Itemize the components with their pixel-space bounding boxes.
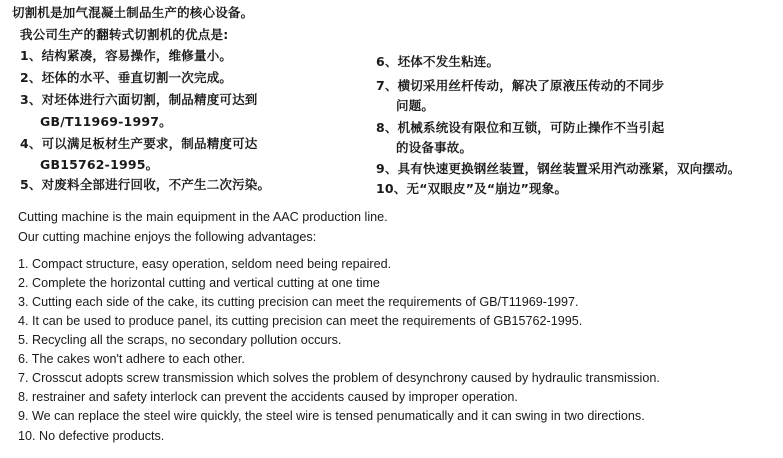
cn-right-item: 问题。 — [396, 98, 435, 113]
cn-right-item: 6、坯体不发生粘连。 — [376, 54, 500, 69]
en-item: 5. Recycling all the scraps, no secondary pollution occurs. — [18, 333, 342, 347]
cn-intro: 切割机是加气混凝土制品生产的核心设备。 — [12, 5, 254, 20]
cn-right-item: 的设备事故。 — [396, 140, 473, 155]
cn-left-item: 4、可以满足板材生产要求，制品精度可达 — [20, 136, 258, 151]
en-item: 6. The cakes won't adhere to each other. — [18, 352, 245, 366]
en-item: 10. No defective products. — [18, 429, 165, 443]
cn-left-item: GB15762-1995。 — [40, 157, 159, 172]
en-item: 3. Cutting each side of the cake, its cutting precision can meet the requirements of GB/T11969-1997. — [18, 295, 579, 309]
cn-left-item: 5、对废料全部进行回收，不产生二次污染。 — [20, 177, 271, 192]
cn-left-item: 1、结构紧凑，容易操作，维修量小。 — [20, 48, 233, 63]
cn-left-item: 3、对坯体进行六面切割，制品精度可达到 — [20, 92, 258, 107]
cn-right-item: 7、横切采用丝杆传动，解决了原液压传动的不同步 — [376, 78, 665, 93]
cn-lead: 我公司生产的翻转式切割机的优点是: — [20, 27, 229, 42]
en-item: 8. restrainer and safety interlock can prevent the accidents caused by improper operation. — [18, 390, 518, 404]
cn-left-item: GB/T11969-1997。 — [40, 114, 172, 129]
en-item: 4. It can be used to produce panel, its cutting precision can meet the requirements of GB15762-1995. — [18, 314, 583, 328]
cn-right-item: 10、无“双眼皮”及“崩边”现象。 — [376, 181, 568, 196]
en-intro: Cutting machine is the main equipment in the AAC production line. — [18, 210, 388, 224]
cn-right-item: 8、机械系统设有限位和互锁，可防止操作不当引起 — [376, 120, 665, 135]
en-item: 9. We can replace the steel wire quickly, the steel wire is tensed penumatically and it can swing in two directions. — [18, 409, 645, 423]
cn-right-item: 9、具有快速更换钢丝装置，钢丝装置采用汽动涨紧，双向摆动。 — [376, 161, 741, 176]
en-item: 1. Compact structure, easy operation, seldom need being repaired. — [18, 257, 392, 271]
en-lead: Our cutting machine enjoys the following advantages: — [18, 230, 317, 244]
en-item: 2. Complete the horizontal cutting and vertical cutting at one time — [18, 276, 380, 290]
cn-left-item: 2、坯体的水平、垂直切割一次完成。 — [20, 70, 233, 85]
en-item: 7. Crosscut adopts screw transmission which solves the problem of desynchrony caused by hydraulic transmission. — [18, 371, 660, 385]
